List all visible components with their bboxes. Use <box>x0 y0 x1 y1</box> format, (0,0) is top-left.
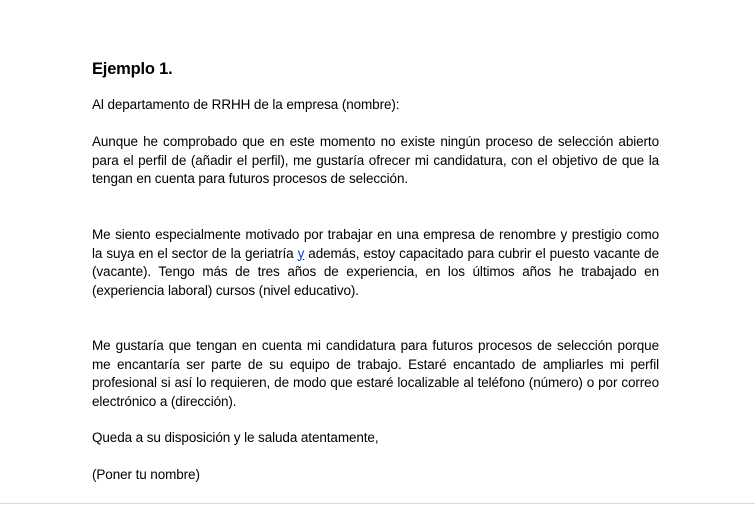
signature-placeholder: (Poner tu nombre) <box>92 467 200 482</box>
paragraph-motivation <box>92 226 659 300</box>
paragraph-motivation-text-start: Me siento especialmente motivado por trabajar en una empresa de renombre y prestigio como la suya en el sector de la geriatría <box>92 227 659 261</box>
paragraph-availability: Me gustaría que tengan en cuenta mi candidatura para futuros procesos de selección porque me encantaría ser parte de su equipo de trabajo. Estaré encantado de ampliarles mi perfil profesional si así lo requieren, de modo que estaré localizable al teléfono (número) o por correo electrónico a (dirección). <box>92 338 659 409</box>
closing-line: Queda a su disposición y le saluda atentamente, <box>92 430 379 445</box>
paragraph-motivation-text-end: además, estoy capacitado para cubrir el puesto vacante de (vacante). Tengo más de tres años de experiencia, en los últimos años he trabajado en (experiencia laboral) cursos (nivel educativo). <box>92 245 659 298</box>
hyperlink-word[interactable]: y <box>297 245 305 261</box>
document-title: Ejemplo 1. <box>92 60 173 78</box>
page-bottom-divider <box>0 503 755 504</box>
paragraph-intro: Aunque he comprobado que en este momento no existe ningún proceso de selección abierto para el perfil de (añadir el perfil), me gustaría ofrecer mi candidatura, con el objetivo de que la tengan en cuenta para futuros procesos de selección. <box>92 134 659 186</box>
greeting-line: Al departamento de RRHH de la empresa (nombre): <box>92 97 400 112</box>
